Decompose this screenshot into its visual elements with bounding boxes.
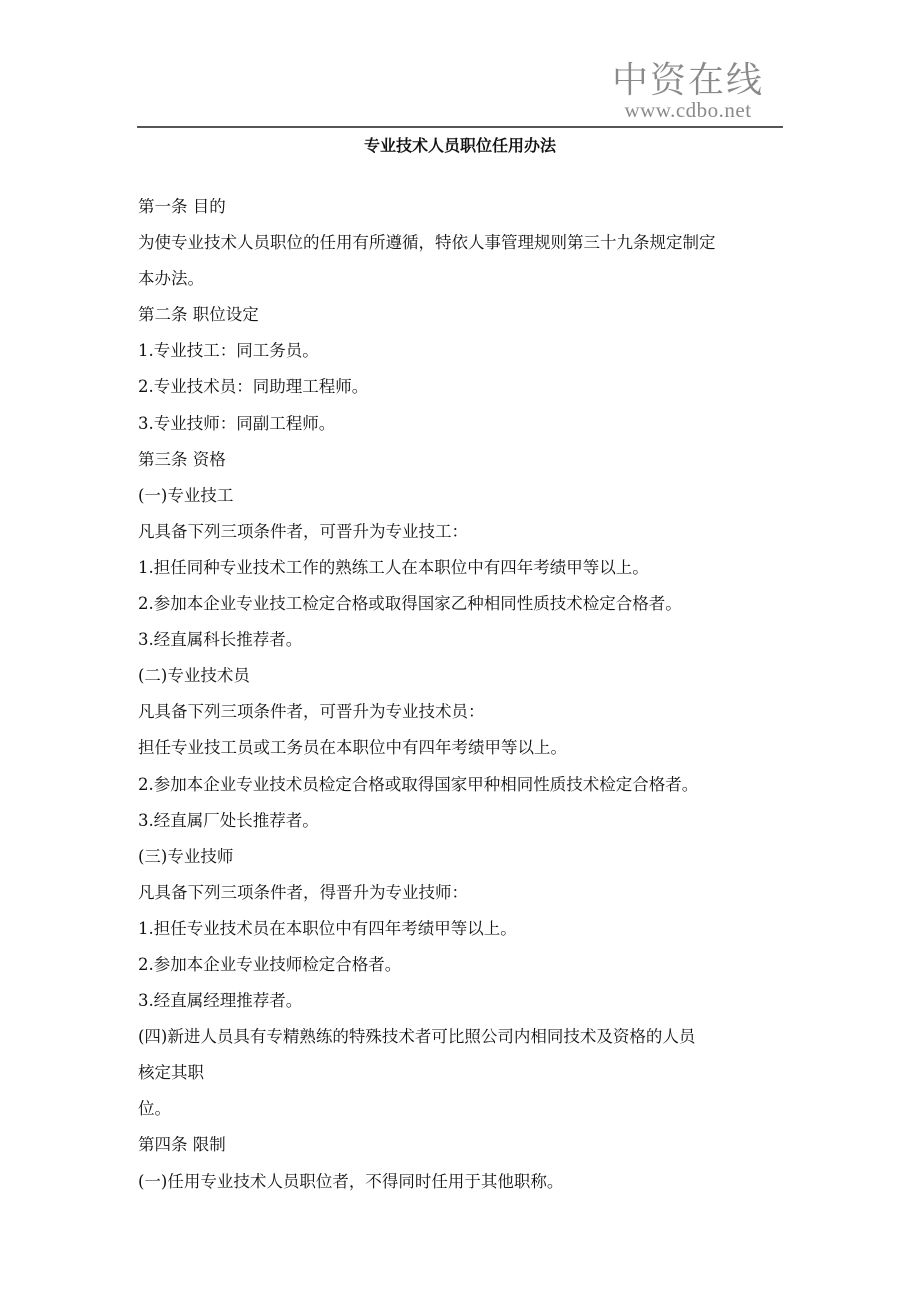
paragraph-line: 3.经直属科长推荐者。: [138, 630, 303, 650]
paragraph-line: (三)专业技师: [138, 846, 234, 866]
paragraph-line: 3.专业技师：同副工程师。: [138, 413, 336, 433]
document-title: 专业技术人员职位任用办法: [363, 136, 556, 155]
paragraph-line: 凡具备下列三项条件者，可晋升为专业技术员：: [138, 702, 485, 722]
paragraph-line: 凡具备下列三项条件者，得晋升为专业技师：: [138, 882, 468, 902]
paragraph-line: 第二条 职位设定: [138, 305, 259, 325]
paragraph-line: 位。: [138, 1099, 171, 1119]
paragraph-line: 本办法。: [138, 269, 204, 289]
paragraph-line: 核定其职: [138, 1063, 204, 1083]
logo-url: www.cdbo.net: [624, 98, 752, 122]
paragraph-line: 2.参加本企业专业技师检定合格者。: [138, 954, 402, 974]
paragraph-line: 凡具备下列三项条件者，可晋升为专业技工：: [138, 521, 468, 541]
paragraph-line: 2.参加本企业专业技工检定合格或取得国家乙种相同性质技术检定合格者。: [138, 594, 682, 614]
paragraph-line: (二)专业技术员: [138, 666, 250, 686]
paragraph-line: 3.经直属厂处长推荐者。: [138, 810, 319, 830]
paragraph-line: (一)任用专业技术人员职位者，不得同时任用于其他职称。: [138, 1171, 564, 1191]
paragraph-line: 担任专业技工员或工务员在本职位中有四年考绩甲等以上。: [138, 738, 567, 758]
paragraph-line: 第一条 目的: [138, 197, 226, 216]
paragraph-line: 2.参加本企业专业技术员检定合格或取得国家甲种相同性质技术检定合格者。: [138, 774, 699, 794]
paragraph-line: 第三条 资格: [138, 449, 226, 469]
paragraph-line: 为使专业技术人员职位的任用有所遵循，特依人事管理规则第三十九条规定制定: [138, 233, 716, 253]
paragraph-line: 第四条 限制: [138, 1135, 226, 1155]
paragraph-line: 2.专业技术员：同助理工程师。: [138, 377, 369, 397]
paragraph-line: (一)专业技工: [138, 485, 234, 505]
paragraph-line: 3.经直属经理推荐者。: [138, 991, 303, 1011]
paragraph-line: 1.专业技工：同工务员。: [138, 341, 319, 361]
paragraph-line: 1.担任专业技术员在本职位中有四年考绩甲等以上。: [138, 918, 517, 938]
document-body: [138, 189, 788, 1200]
site-logo: [603, 62, 773, 120]
logo-chinese-name: 中资在线: [611, 60, 764, 101]
header-divider: [137, 126, 783, 128]
paragraph-line: (四)新进人员具有专精熟练的特殊技术者可比照公司内相同技术及资格的人员: [138, 1027, 696, 1047]
paragraph-line: 1.担任同种专业技术工作的熟练工人在本职位中有四年考绩甲等以上。: [138, 557, 649, 577]
